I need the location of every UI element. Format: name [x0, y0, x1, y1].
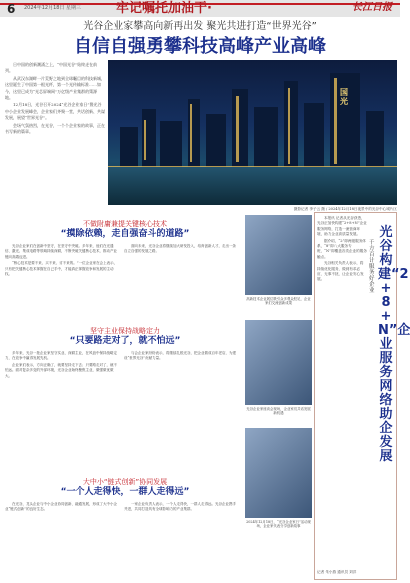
- newspaper-logo: 长江日报: [352, 2, 392, 13]
- meeting-photo: [245, 320, 312, 405]
- section2-col2: [124, 351, 236, 363]
- section3-title: “一个人走得快，一群人走得远”: [60, 487, 190, 497]
- section3-col2: [124, 502, 236, 514]
- body-paragraph: 光谷企业家们在创新中坚守，在坚守中突破。多年来，他们在光通信、激光、集成电路等领域持续深耕，不断突破关键核心技术，推动产业链向高端迈进。: [5, 244, 117, 259]
- body-paragraph: 光谷相关负责人表示，将持续优化服务，做到有求必应、无事不扰，让企业安心发展。: [317, 261, 364, 282]
- lead-paragraph: 从武汉东湖畔一片荒野之地到全球瞩目的科技新城，这里诞生了中国第一根光纤，第一个光传输标准……如今，这里已成为“光芯屏端网”万亿级产业集群的策源地。: [5, 75, 105, 101]
- sidebar-body: [317, 216, 367, 284]
- section-title: 牢记嘱托加油干·: [116, 1, 212, 16]
- body-paragraph: 企业家们表示，方向正确了，就要坚持走下去；只要路走对了，就不怕远。面对复杂多变的外部环境，光谷企业始终聚焦主业，做强做优做大。: [5, 362, 117, 378]
- photo-caption: 摄影记者 李子云 摄 / 2024年12月18日夜景中的光谷中心城片区: [293, 207, 397, 211]
- body-paragraph: “核心技术是要不来、买不来、讨不来的。”一位企业家在会上表示，只有把关键核心技术掌握在自己手中，才能真正掌握竞争和发展的主动权。: [5, 261, 118, 277]
- section2-col1: [5, 351, 120, 380]
- body-paragraph: 面向未来，光谷企业将继续加大研发投入，培育创新人才，走出一条自立自强的发展之路。: [124, 244, 236, 254]
- article-headline: 自信自强勇攀科技高峰产业高峰: [74, 36, 326, 57]
- section3-col1: [5, 502, 120, 514]
- sidebar-title: 光谷构建“2+8+N”企业服务网络助企发展: [378, 225, 410, 464]
- lead-column: [5, 62, 105, 136]
- event-photo: [245, 428, 312, 518]
- body-paragraph: 与会企业家纷纷表示，将继续扎根光谷，把企业做成百年老店，为建设“世界光谷”贡献力量。: [124, 351, 236, 361]
- section1-title: “摸除依赖，走自强奋斗的道路”: [60, 229, 190, 239]
- inset-caption: 光谷企业家座谈会现场，企业家们共话发展新机遇: [246, 407, 311, 416]
- building-sign: 国 光: [340, 88, 348, 106]
- page-number: 6: [7, 2, 16, 16]
- river: [108, 167, 397, 205]
- sidebar-subtitle: 千方百计服务好企业: [369, 240, 375, 294]
- city-night-photo: [108, 60, 397, 205]
- sidebar-byline: 记者 朱小燕 通讯员 刘洋: [317, 570, 357, 574]
- exhibition-photo: [245, 215, 312, 295]
- body-paragraph: 本报讯 记者从光谷获悉，光谷正加快构建“2+8+N”企业服务网络，打造一流营商环境，助力企业高质量发展。: [317, 216, 367, 237]
- body-paragraph: 据介绍，“2”即两级服务体系，“8”即八大服务专班，“N”即覆盖各类企业的服务触点。: [317, 238, 367, 259]
- section1-col1: [5, 244, 120, 278]
- section1-col2: [124, 244, 236, 256]
- inset-caption: 高新技术企业展位吸引众多观众驻足，企业家们交流创新成果: [246, 297, 311, 306]
- inset-caption: 2024年12月18日，“光谷企业家日”活动现场，企业家代表分享创新故事: [246, 520, 311, 529]
- section1-kicker: 不做附庸兼提关键核心技术: [83, 220, 167, 228]
- body-paragraph: 在光谷，龙头企业与中小企业协同创新、融通发展，形成了大中小企业“链式创新”的良好生态。: [5, 502, 117, 512]
- section2-title: “只要路走对了，就不怕远”: [69, 336, 181, 346]
- body-paragraph: 一家企业负责人表示，一个人走得快，一群人走得远。光谷企业携手并进，共同打造具有全球影响力的产业集群。: [124, 502, 236, 512]
- lead-paragraph: 日中国的创新潮涌之上，“中国光谷”始终走在前列。: [5, 62, 98, 74]
- lead-paragraph: 会场气氛热烈，在光谷，一个个企业家的故事，正在书写新的篇章。: [5, 122, 105, 135]
- article-kicker: 光谷企业家攀高向新再出发 聚光共进打造“世界光谷”: [83, 21, 317, 32]
- lead-paragraph: 12月18日，光谷召开2024“光谷企业家日”暨光谷中小企业发展峰会，企业家们齐聚一堂，共话创新、共谋发展，展望“世界光谷”。: [5, 102, 105, 121]
- issue-date: 2024年12月18日 星期三: [24, 5, 82, 11]
- body-paragraph: 多年来，光谷一批企业家坚守实业、深耕主业，在风浪中保持战略定力，在竞争中赢得发展先机。: [5, 351, 117, 361]
- section3-kicker: 大中小“链式创新”协同发展: [82, 478, 168, 486]
- page-header: [0, 0, 400, 17]
- section2-kicker: 坚守主业保持战略定力: [90, 327, 160, 335]
